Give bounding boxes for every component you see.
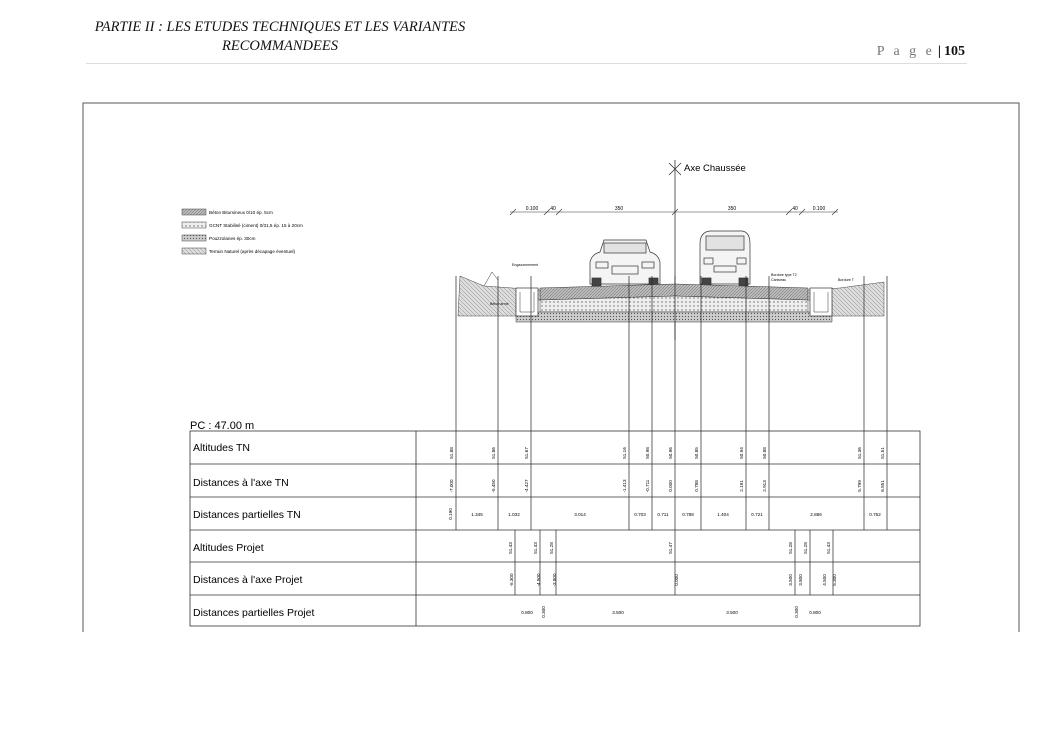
van-icon xyxy=(700,231,750,286)
legend-swatch-4 xyxy=(182,248,206,254)
road-section xyxy=(458,263,884,322)
legend-swatch-1 xyxy=(182,209,206,215)
value-distance-partielle-projet: 0.300 xyxy=(794,606,799,618)
profile-table xyxy=(190,431,920,626)
value-distance-partielle-tn: 1.404 xyxy=(717,512,729,517)
value-altitude-tn: 50.96 xyxy=(668,447,673,459)
legend xyxy=(182,209,303,254)
value-distance-partielle-tn: 0.711 xyxy=(657,512,669,517)
label-caniveau: Caniveau xyxy=(771,278,787,282)
value-altitude-tn: 51.67 xyxy=(524,447,529,459)
value-distance-partielle-projet: 0.800 xyxy=(809,610,821,615)
value-distance-axe-tn: -5.450 xyxy=(491,479,496,493)
table-border xyxy=(190,431,920,626)
label-engazonnement: Engazonnement xyxy=(512,263,539,267)
value-distance-partielle-projet: 0.800 xyxy=(521,610,533,615)
value-distance-axe-projet: 0.000 xyxy=(674,574,679,586)
top-dim-1: 0.100 xyxy=(525,206,539,212)
value-altitude-tn: 50.88 xyxy=(762,447,767,459)
value-altitude-tn: 51.36 xyxy=(857,447,862,459)
value-altitude-tn: 51.16 xyxy=(622,447,627,459)
header-title-line2: RECOMMANDEES xyxy=(222,38,338,54)
subbase-course xyxy=(516,312,832,322)
value-distance-axe-projet: -3.800 xyxy=(552,573,557,587)
value-distance-axe-tn: 0.788 xyxy=(694,480,699,492)
value-distance-partielle-projet: 3.500 xyxy=(612,610,624,615)
top-dim-5: 40 xyxy=(792,206,798,212)
value-distance-axe-tn: 2.913 xyxy=(762,480,767,492)
value-distance-axe-tn: -0.711 xyxy=(645,479,650,493)
page-number: 105 xyxy=(944,44,965,59)
value-altitude-tn: 50.85 xyxy=(694,447,699,459)
top-dim-2: 40 xyxy=(550,206,556,212)
label-bordure-t2: Bordure type T2 xyxy=(771,273,797,277)
axis-label: Axe Chaussée xyxy=(684,163,746,174)
pc-label: PC : 47.00 m xyxy=(190,420,255,432)
page-label: P a g e xyxy=(876,44,935,59)
value-altitude-projet: 51.43 xyxy=(826,542,831,554)
value-distance-axe-projet: 3.800 xyxy=(798,574,803,586)
value-distance-partielle-tn: 0.703 xyxy=(634,512,646,517)
value-altitude-projet: 51.43 xyxy=(508,542,513,554)
value-altitude-tn: 50.98 xyxy=(645,447,650,459)
value-altitude-projet: 51.28 xyxy=(788,542,793,554)
value-distance-axe-tn: 0.000 xyxy=(668,480,673,492)
top-dimension-line xyxy=(510,206,838,215)
row-label-altitudes-projet: Altitudes Projet xyxy=(193,542,264,554)
value-altitude-projet: 51.43 xyxy=(533,542,538,554)
value-distance-partielle-projet: 3.500 xyxy=(726,610,738,615)
legend-item-2: GCNT Stabilisé (ciment) 0/31,5 ép. 15 à 20cm xyxy=(209,223,303,228)
row-label-distances-axe-projet: Distances à l'axe Projet xyxy=(193,574,303,586)
legend-item-3: Pouzzolanes ép. 30cm xyxy=(209,236,256,241)
value-altitude-tn: 51.86 xyxy=(491,447,496,459)
value-altitude-projet: 51.28 xyxy=(803,542,808,554)
value-distance-partielle-tn: 0.721 xyxy=(751,512,763,517)
row-label-altitudes-tn: Altitudes TN xyxy=(193,442,250,454)
label-beton-arme: Béton armé xyxy=(490,302,509,306)
value-distance-axe-tn: -1.413 xyxy=(622,479,627,493)
value-altitude-tn: 51.51 xyxy=(880,447,885,459)
value-distance-axe-projet: -5.300 xyxy=(509,573,514,587)
top-dim-4: 350 xyxy=(727,206,737,212)
legend-swatch-2 xyxy=(182,222,206,228)
value-distance-partielle-tn: 1.032 xyxy=(508,512,520,517)
grass-slope xyxy=(484,272,498,286)
value-distance-axe-projet: 3.500 xyxy=(788,574,793,586)
label-bordure-t: Bordure T xyxy=(838,278,854,282)
value-altitude-tn: 51.88 xyxy=(449,447,454,459)
value-distance-partielle-tn: 0.190 xyxy=(448,508,453,520)
value-distance-partielle-projet: 0.300 xyxy=(541,606,546,618)
value-altitude-projet: 51.28 xyxy=(549,542,554,554)
header-title-line1: PARTIE II : LES ETUDES TECHNIQUES ET LES VARIANTES xyxy=(94,19,466,35)
top-dim-3: 350 xyxy=(614,206,624,212)
value-distance-partielle-tn: 2.886 xyxy=(810,512,822,517)
top-dim-6: 0.100 xyxy=(812,206,826,212)
value-distance-axe-tn: 6.551 xyxy=(880,480,885,492)
page-separator: | xyxy=(937,44,941,59)
value-distance-axe-tn: 5.799 xyxy=(857,480,862,492)
value-altitude-projet: 51.47 xyxy=(668,542,673,554)
row-label-distances-partielles-projet: Distances partielles Projet xyxy=(193,607,315,619)
value-distance-partielle-tn: 0.788 xyxy=(682,512,694,517)
value-distance-axe-projet: 4.500 xyxy=(822,574,827,586)
value-distance-axe-projet: -4.500 xyxy=(536,573,541,587)
legend-swatch-3 xyxy=(182,235,206,241)
value-distance-partielle-tn: 3.014 xyxy=(574,512,586,517)
value-distance-partielle-tn: 1.345 xyxy=(471,512,483,517)
value-distance-axe-tn: 2.191 xyxy=(739,480,744,492)
table-values xyxy=(448,447,885,618)
legend-item-1: Béton Bitumineux 0/10 ép. 5cm xyxy=(209,210,273,215)
car-icon xyxy=(590,240,660,286)
row-label-distances-axe-tn: Distances à l'axe TN xyxy=(193,477,289,489)
row-label-distances-partielles-tn: Distances partielles TN xyxy=(193,509,301,521)
value-distance-axe-tn: -7.000 xyxy=(449,479,454,493)
value-distance-axe-projet: 5.300 xyxy=(832,574,837,586)
legend-item-4: Terrain Naturel (après décapage éventuel) xyxy=(209,249,296,254)
value-altitude-tn: 50.94 xyxy=(739,447,744,459)
value-distance-axe-tn: -4.427 xyxy=(524,479,529,493)
value-distance-partielle-tn: 0.752 xyxy=(869,512,881,517)
